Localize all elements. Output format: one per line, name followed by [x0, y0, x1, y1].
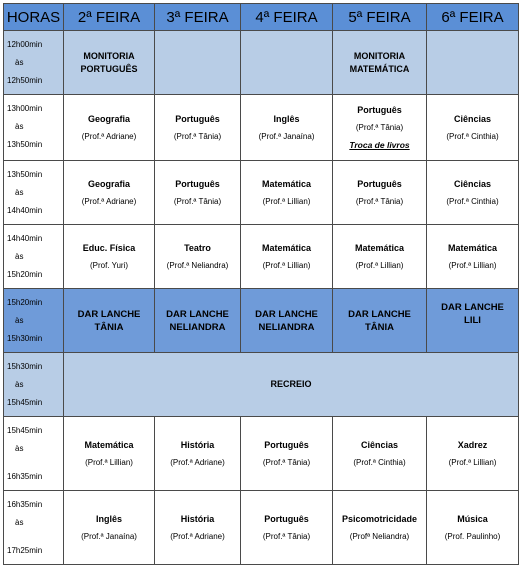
- subject-name: História: [180, 440, 215, 450]
- time-cell: [4, 353, 64, 417]
- class-cell: [241, 95, 333, 161]
- snack-duty-teacher: LILI: [464, 315, 481, 326]
- subject-name: Xadrez: [457, 440, 488, 450]
- time-start: 12h00min: [7, 40, 43, 49]
- time-end: 15h45min: [7, 398, 43, 407]
- class-cell: [241, 417, 333, 491]
- subject-name: Matemática: [447, 243, 498, 253]
- teacher-name: (Prof.ª Lillian): [448, 261, 497, 270]
- subject-name: Português: [264, 514, 309, 524]
- subject-name: Geografia: [87, 179, 130, 189]
- subject-name: Matemática: [261, 179, 312, 189]
- class-cell: [333, 417, 427, 491]
- table-row: [4, 353, 519, 417]
- subject-name: Ciências: [360, 440, 399, 450]
- time-end: 14h40min: [7, 206, 43, 215]
- snack-duty-cell: [155, 289, 241, 353]
- snack-duty-cell: [427, 289, 519, 353]
- class-cell: [155, 417, 241, 491]
- class-cell: [64, 95, 155, 161]
- time-start: 15h30min: [7, 362, 43, 371]
- class-cell: [333, 161, 427, 225]
- teacher-name: (Prof. Yuri): [89, 261, 129, 270]
- subject-name: Ciências: [453, 114, 492, 124]
- time-cell: [4, 31, 64, 95]
- class-cell: [64, 491, 155, 565]
- subject-name: Geografia: [87, 114, 130, 124]
- time-end: 17h25min: [7, 546, 43, 555]
- table-row: [4, 491, 519, 565]
- time-sep: às: [15, 380, 24, 389]
- time-sep: às: [15, 188, 24, 197]
- snack-duty-label: DAR LANCHE: [166, 308, 229, 320]
- subject-name: Teatro: [184, 243, 211, 253]
- snack-duty-label: DAR LANCHE: [441, 302, 504, 313]
- header-wednesday: 4ª FEIRA: [241, 4, 333, 31]
- empty-cell: [155, 31, 241, 95]
- time-end: 15h30min: [7, 334, 43, 343]
- subject-name: Educ. Física: [82, 243, 136, 253]
- subject-name: Inglês: [273, 114, 300, 124]
- snack-duty-teacher: NELIANDRA: [258, 321, 315, 333]
- subject-name: Ciências: [453, 179, 492, 189]
- class-cell: [241, 225, 333, 289]
- monitoria-subject: MATEMÁTICA: [349, 63, 410, 74]
- class-cell: [64, 225, 155, 289]
- snack-duty-teacher: TÂNIA: [94, 321, 124, 333]
- teacher-name: (Prof.ª Cinthia): [446, 132, 499, 141]
- monitoria-label: MONITORIA: [83, 50, 135, 61]
- class-cell: [427, 95, 519, 161]
- subject-name: Português: [264, 440, 309, 450]
- time-cell: [4, 289, 64, 353]
- time-cell: [4, 417, 64, 491]
- time-sep: às: [15, 252, 24, 261]
- teacher-name: (Prof.ª Adriane): [81, 197, 137, 206]
- subject-name: Português: [357, 105, 402, 115]
- time-sep: às: [15, 518, 24, 527]
- time-start: 14h40min: [7, 234, 43, 243]
- subject-name: Música: [457, 514, 488, 524]
- monitoria-matematica-cell: [333, 31, 427, 95]
- snack-duty-teacher: NELIANDRA: [169, 321, 226, 333]
- time-cell: [4, 161, 64, 225]
- teacher-name: (Prof.ª Lillian): [85, 458, 133, 467]
- class-cell: [427, 417, 519, 491]
- time-cell: [4, 491, 64, 565]
- time-start: 15h45min: [7, 426, 43, 435]
- time-end: 15h20min: [7, 270, 43, 279]
- teacher-name: (Prof.ª Lillian): [262, 261, 311, 270]
- teacher-name: (Prof.ª Janaína): [258, 132, 315, 141]
- header-tuesday: 3ª FEIRA: [155, 4, 241, 31]
- time-sep: às: [15, 122, 24, 131]
- table-row: [4, 289, 519, 353]
- subject-name: Matemática: [261, 243, 312, 253]
- header-monday: 2ª FEIRA: [64, 4, 155, 31]
- teacher-name: (Prof.ª Lillian): [448, 458, 497, 467]
- snack-duty-label: DAR LANCHE: [77, 308, 141, 320]
- teacher-name: (Profª Neliandra): [349, 532, 410, 541]
- snack-duty-cell: [64, 289, 155, 353]
- class-cell: [155, 95, 241, 161]
- snack-duty-label: DAR LANCHE: [348, 308, 411, 320]
- teacher-name: (Prof.ª Tânia): [173, 197, 222, 206]
- time-end: 13h50min: [7, 140, 43, 149]
- teacher-name: (Prof.ª Adriane): [170, 458, 225, 467]
- recess-cell: RECREIO: [64, 353, 519, 417]
- header-thursday: 5ª FEIRA: [333, 4, 427, 31]
- subject-name: História: [180, 514, 215, 524]
- header-friday: 6ª FEIRA: [427, 4, 519, 31]
- time-start: 16h35min: [7, 500, 43, 509]
- time-start: 13h00min: [7, 104, 43, 113]
- time-end: 12h50min: [7, 76, 43, 85]
- time-sep: às: [15, 444, 24, 453]
- time-sep: às: [15, 316, 24, 325]
- subject-name: Matemática: [84, 440, 134, 450]
- teacher-name: (Prof.ª Tânia): [355, 197, 404, 206]
- snack-duty-teacher: TÂNIA: [364, 321, 395, 333]
- class-cell: [333, 491, 427, 565]
- snack-duty-cell: [333, 289, 427, 353]
- teacher-name: (Prof.ª Tânia): [262, 458, 311, 467]
- class-cell: [427, 491, 519, 565]
- table-row: [4, 417, 519, 491]
- table-row: [4, 161, 519, 225]
- monitoria-label: MONITORIA: [353, 50, 406, 61]
- time-start: 13h50min: [7, 170, 43, 179]
- subject-name: Inglês: [95, 514, 122, 524]
- teacher-name: (Prof.ª Janaína): [81, 532, 137, 541]
- class-cell: [427, 161, 519, 225]
- snack-duty-cell: [241, 289, 333, 353]
- empty-cell: [427, 31, 519, 95]
- subject-name: Português: [175, 114, 220, 124]
- table-row: [4, 95, 519, 161]
- subject-name: Português: [357, 179, 402, 189]
- class-cell: [333, 225, 427, 289]
- teacher-name: (Prof.ª Cinthia): [446, 197, 499, 206]
- class-cell: [427, 225, 519, 289]
- snack-duty-label: DAR LANCHE: [255, 308, 318, 320]
- header-hours: HORAS: [4, 4, 64, 31]
- subject-name: Matemática: [354, 243, 405, 253]
- header-row: [4, 4, 519, 31]
- time-sep: às: [15, 58, 24, 67]
- time-end: 16h35min: [7, 472, 43, 481]
- class-cell: [64, 417, 155, 491]
- teacher-name: (Prof.ª Adriane): [170, 532, 225, 541]
- time-cell: [4, 95, 64, 161]
- class-cell: [241, 161, 333, 225]
- teacher-name: (Prof.ª Tânia): [355, 123, 404, 132]
- empty-cell: [241, 31, 333, 95]
- teacher-name: (Prof.ª Adriane): [81, 132, 137, 141]
- teacher-name: (Prof.ª Tânia): [173, 132, 222, 141]
- monitoria-subject: PORTUGUÊS: [80, 63, 138, 74]
- table-row: [4, 225, 519, 289]
- class-cell: [64, 161, 155, 225]
- time-cell: [4, 225, 64, 289]
- monitoria-portugues-cell: [64, 31, 155, 95]
- class-cell: [155, 491, 241, 565]
- teacher-name: (Prof.ª Neliandra): [166, 261, 229, 270]
- class-schedule-table: [3, 3, 519, 565]
- class-cell: [333, 95, 427, 161]
- table-row: [4, 31, 519, 95]
- teacher-name: (Prof.ª Cinthia): [353, 458, 406, 467]
- note-text: Troca de livros: [349, 140, 410, 150]
- teacher-name: (Prof. Paulinho): [444, 532, 501, 541]
- teacher-name: (Prof.ª Lillian): [262, 197, 311, 206]
- subject-name: Psicomotricidade: [341, 514, 418, 524]
- teacher-name: (Prof.ª Lillian): [355, 261, 404, 270]
- teacher-name: (Prof.ª Tânia): [262, 532, 311, 541]
- class-cell: [155, 161, 241, 225]
- class-cell: [155, 225, 241, 289]
- subject-name: Português: [175, 179, 220, 189]
- time-start: 15h20min: [7, 298, 43, 307]
- class-cell: [241, 491, 333, 565]
